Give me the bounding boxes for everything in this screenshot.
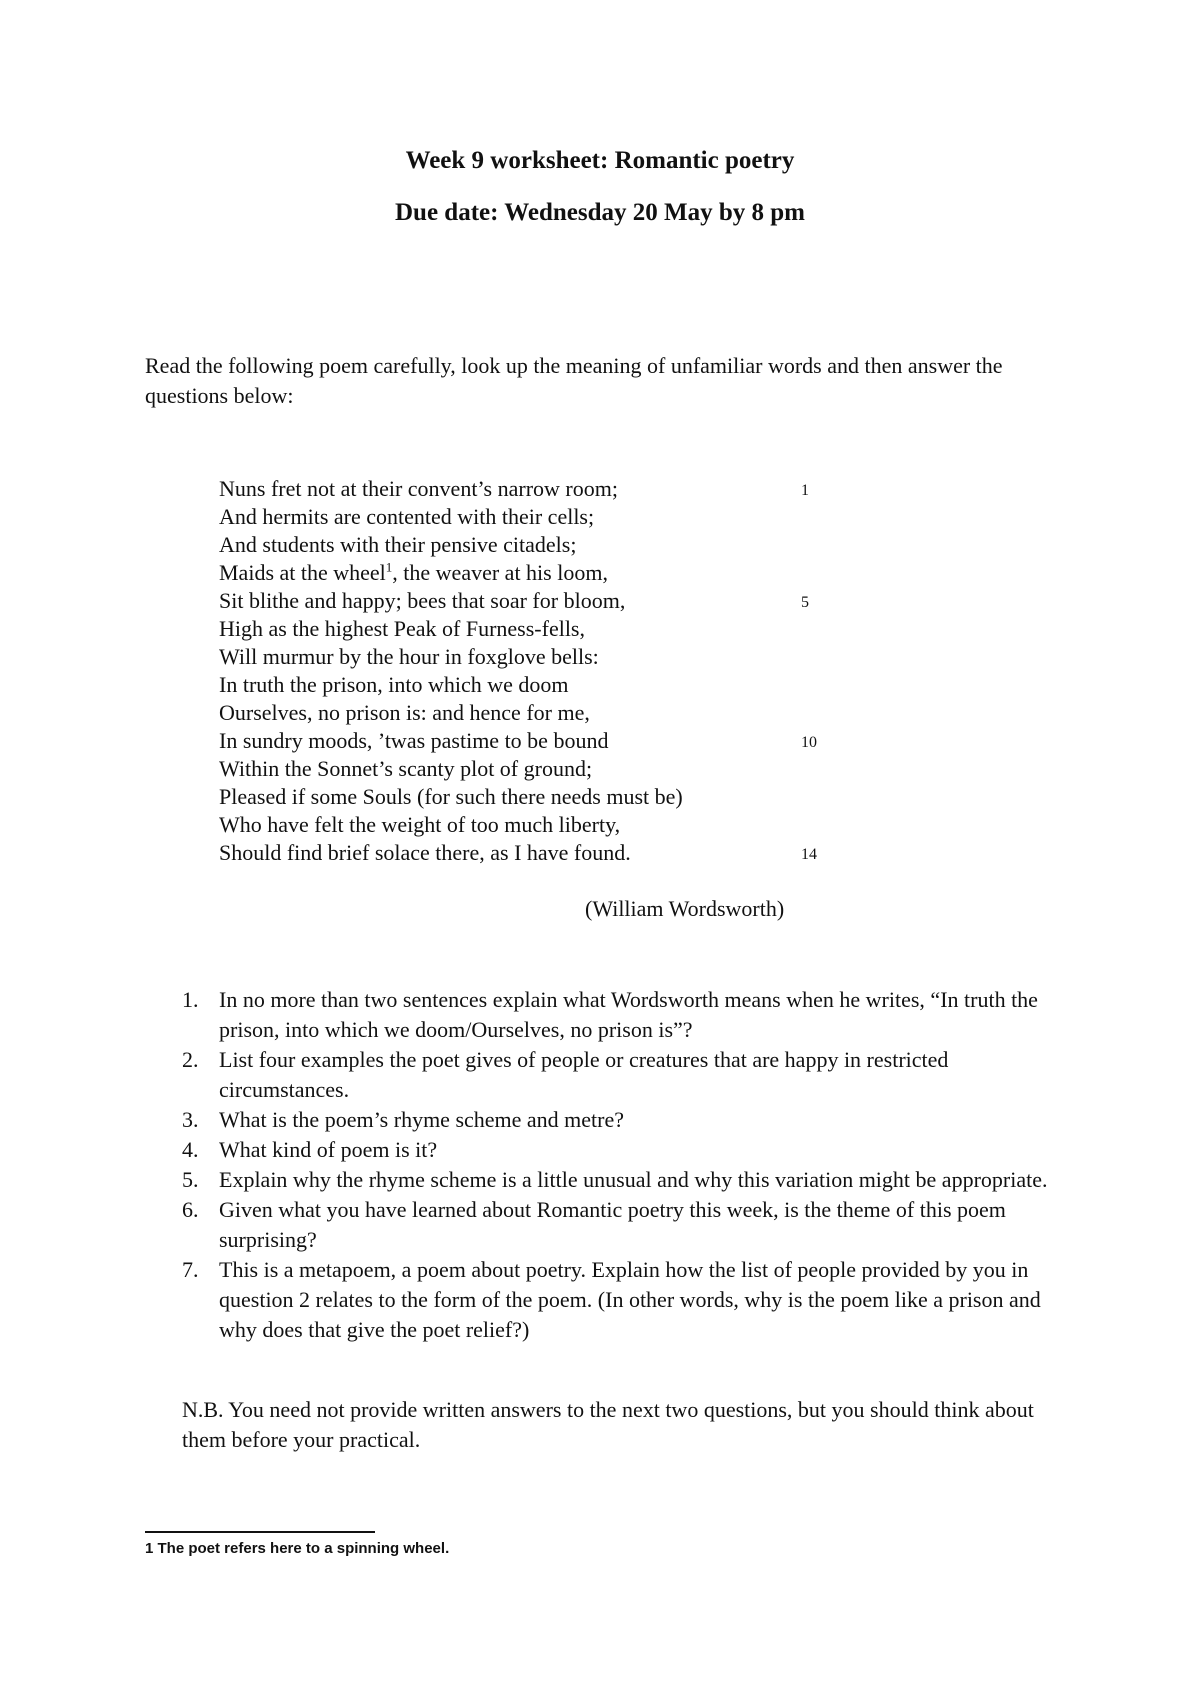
list-item (182, 1105, 1062, 1135)
list-item (182, 1135, 1062, 1165)
poem-line (219, 811, 919, 839)
question-number: 4. (182, 1137, 199, 1162)
poem-line-text: Within the Sonnet’s scanty plot of ground; (219, 756, 593, 781)
poem-line-text: Who have felt the weight of too much liberty, (219, 812, 621, 837)
footnote-reference[interactable]: 1 (385, 559, 393, 575)
line-number: 10 (801, 734, 817, 751)
poem-line-text (219, 560, 608, 585)
poem-line (219, 727, 919, 755)
line-number: 1 (801, 482, 809, 499)
question-number: 7. (182, 1257, 199, 1282)
question-number: 6. (182, 1197, 199, 1222)
poem-line-text: And hermits are contented with their cells; (219, 504, 595, 529)
question-text: What is the poem’s rhyme scheme and metre? (219, 1107, 625, 1132)
line-number: 14 (801, 846, 817, 863)
poem-line-text: Pleased if some Souls (for such there needs must be) (219, 784, 683, 809)
question-number: 1. (182, 987, 199, 1012)
instructions: Read the following poem carefully, look up the meaning of unfamiliar words and then answer the questions below: (145, 353, 1003, 408)
poem-line (219, 755, 919, 783)
poem-line-text: High as the highest Peak of Furness-fells, (219, 616, 585, 641)
poem-line (219, 615, 919, 643)
due-date: Due date: Wednesday 20 May by 8 pm (395, 199, 805, 226)
poem-line-text-start: Maids at the wheel (219, 560, 386, 585)
question-number: 5. (182, 1167, 199, 1192)
question-list (182, 985, 1062, 1345)
question-number: 3. (182, 1107, 199, 1132)
list-item (182, 1045, 1062, 1105)
question-text: Given what you have learned about Romantic poetry this week, is the theme of this poem surprising? (219, 1197, 1006, 1252)
poem-line (219, 783, 919, 811)
question-number: 2. (182, 1047, 199, 1072)
poem-line (219, 503, 919, 531)
question-text: What kind of poem is it? (219, 1137, 438, 1162)
poem-line (219, 643, 919, 671)
question-text: In no more than two sentences explain what Wordsworth means when he writes, “In truth the prison, into which we doom/Ourselves, no prison is”? (219, 987, 1038, 1042)
list-item (182, 1165, 1062, 1195)
question-text: This is a metapoem, a poem about poetry. Explain how the list of people provided by you in question 2 relates to the form of the poem. (In other words, why is the poem like a prison and why does that give the poet relief?) (219, 1257, 1041, 1342)
nb-note: N.B. You need not provide written answers to the next two questions, but you should think about them before your practical. (182, 1397, 1034, 1452)
poem-line-text: In truth the prison, into which we doom (219, 672, 569, 697)
list-item (182, 1195, 1062, 1255)
footnote-divider (145, 1531, 375, 1533)
question-text: List four examples the poet gives of people or creatures that are happy in restricted circumstances. (219, 1047, 949, 1102)
poem-attribution: (William Wordsworth) (585, 896, 785, 921)
poem-line-text: Nuns fret not at their convent’s narrow room; (219, 476, 618, 501)
poem-line (219, 699, 919, 727)
poem-line (219, 475, 919, 503)
footnote: 1 The poet refers here to a spinning wheel. (145, 1540, 450, 1557)
poem-line (219, 531, 919, 559)
poem-line (219, 839, 919, 867)
list-item (182, 985, 1062, 1045)
page-title: Week 9 worksheet: Romantic poetry (405, 147, 795, 174)
poem-line-text: Should find brief solace there, as I have found. (219, 840, 631, 865)
line-number: 5 (801, 594, 809, 611)
poem-line (219, 587, 919, 615)
poem-line-text: And students with their pensive citadels; (219, 532, 577, 557)
poem-line-text: Sit blithe and happy; bees that soar for bloom, (219, 588, 626, 613)
list-item (182, 1255, 1062, 1345)
poem-line-text: In sundry moods, ’twas pastime to be bound (219, 728, 609, 753)
poem-line-text-end: , the weaver at his loom, (392, 560, 608, 585)
poem-line (219, 671, 919, 699)
title-block (0, 146, 1200, 228)
poem (219, 475, 919, 867)
poem-line-text: Will murmur by the hour in foxglove bells: (219, 644, 599, 669)
poem-line (219, 559, 919, 587)
question-text: Explain why the rhyme scheme is a little unusual and why this variation might be appropriate. (219, 1167, 1048, 1192)
poem-line-text: Ourselves, no prison is: and hence for me, (219, 700, 590, 725)
